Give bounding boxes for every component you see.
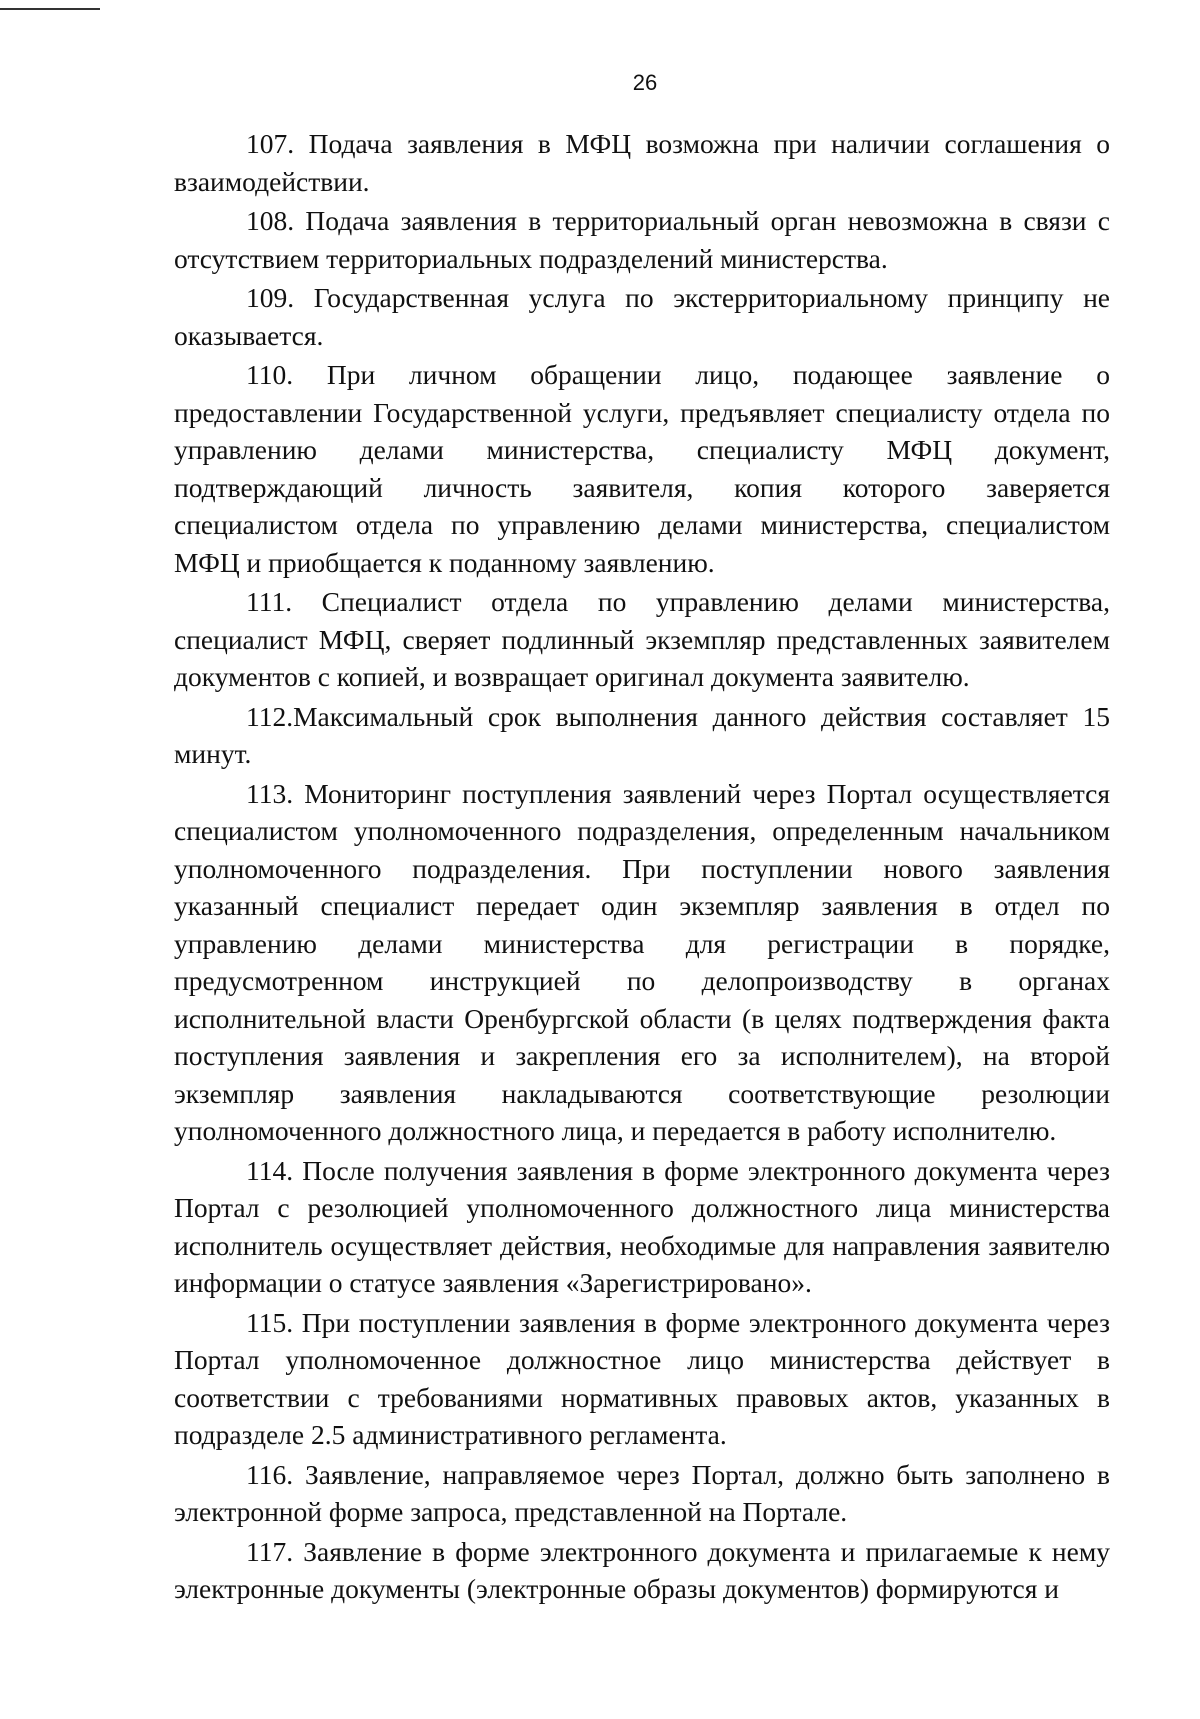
scan-edge-mark bbox=[0, 8, 100, 10]
paragraph-114: 114. После получения заявления в форме электронного документа через Портал с резолюцией уполномоченного должностного лица министерства исполнитель осуществляет действия, необходимые для направления заявителю информации о статусе заявления «Зарегистрировано». bbox=[174, 1154, 1110, 1298]
paragraph-111: 111. Специалист отдела по управлению делами министерства, специалист МФЦ, сверяет подлинный экземпляр представленных заявителем документов с копией, и возвращает оригинал документа заявителю. bbox=[174, 586, 1110, 692]
paragraph-116: 116. Заявление, направляемое через Портал, должно быть заполнено в электронной форме запроса, представленной на Портале. bbox=[174, 1458, 1110, 1527]
paragraph-107: 107. Подача заявления в МФЦ возможна при наличии соглашения о взаимодействии. bbox=[174, 128, 1110, 197]
paragraph-110: 110. При личном обращении лицо, подающее заявление о предоставлении Государственной услуги, предъявляет специалисту отдела по управлению делами министерства, специалисту МФЦ документ, подтверждающий личность заявителя, копия которого заверяется специалистом отдела по управлению делами министерства, специалистом МФЦ и приобщается к поданному заявлению. bbox=[174, 359, 1110, 578]
page-number: 26 bbox=[632, 70, 658, 95]
paragraph-109: 109. Государственная услуга по экстерриториальному принципу не оказывается. bbox=[174, 282, 1110, 351]
paragraph-117: 117. Заявление в форме электронного документа и прилагаемые к нему электронные документы (электронные образы документов) формируются и bbox=[174, 1535, 1110, 1604]
paragraph-112: 112.Максимальный срок выполнения данного действия составляет 15 минут. bbox=[174, 700, 1110, 769]
document-body bbox=[174, 125, 1110, 1610]
paragraph-113: 113. Мониторинг поступления заявлений через Портал осуществляется специалистом уполномоченного подразделения, определенным начальником уполномоченного подразделения. При поступлении нового заявления указанный специалист передает один экземпляр заявления в отдел по управлению делами министерства для регистрации в порядке, предусмотренном инструкцией по делопроизводству в органах исполнительной власти Оренбургской области (в целях подтверждения факта поступления заявления и закрепления его за исполнителем), на второй экземпляр заявления накладываются соответствующие резолюции уполномоченного должностного лица, и передается в работу исполнителю. bbox=[174, 777, 1110, 1146]
paragraph-115: 115. При поступлении заявления в форме электронного документа через Портал уполномоченное должностное лицо министерства действует в соответствии с требованиями нормативных правовых актов, указанных в подразделе 2.5 административного регламента. bbox=[174, 1306, 1110, 1450]
paragraph-108: 108. Подача заявления в территориальный орган невозможна в связи с отсутствием территориальных подразделений министерства. bbox=[174, 205, 1110, 274]
